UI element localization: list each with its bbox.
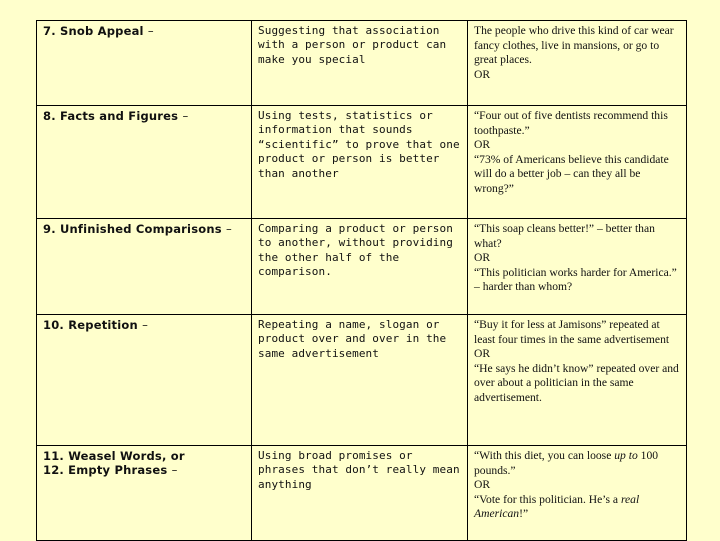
technique-number: 7.	[43, 24, 56, 38]
technique-example-cell	[468, 219, 687, 315]
technique-number: 11.	[43, 449, 64, 463]
example-text: The people who drive this kind of car wear fancy clothes, live in mansions, or go to great places.	[474, 24, 674, 66]
technique-number: 8.	[43, 109, 56, 123]
technique-definition: Repeating a name, slogan or product over and over in the same advertisement	[252, 315, 468, 446]
technique-name-cell	[37, 21, 252, 106]
technique-example-cell	[468, 106, 687, 219]
technique-definition: Using tests, statistics or information that sounds “scientific” to prove that one product or person is better than another	[252, 106, 468, 219]
example-text	[474, 449, 681, 478]
dash: –	[226, 222, 232, 236]
technique-name: Unfinished Comparisons	[60, 222, 222, 236]
technique-example-cell	[468, 315, 687, 446]
table-row	[37, 315, 687, 446]
example-or: OR	[474, 138, 491, 151]
example-or: OR	[474, 347, 491, 360]
propaganda-techniques-table	[36, 20, 687, 541]
technique-definition: Suggesting that association with a person or product can make you special	[252, 21, 468, 106]
example-text: “Buy it for less at Jamisons” repeated at least four times in the same advertisement	[474, 318, 670, 346]
example-or: OR	[474, 251, 491, 264]
example-italic: real American	[474, 492, 640, 520]
example-text	[474, 493, 681, 522]
technique-name-cell	[37, 446, 252, 541]
example-text: “He says he didn’t know” repeated over and over about a politician in the same advertisement.	[474, 361, 679, 404]
technique-number: 9.	[43, 222, 56, 236]
example-text-part: !”	[519, 507, 529, 520]
example-text: “Four out of five dentists recommend this toothpaste.”	[474, 109, 668, 137]
dash: –	[147, 24, 154, 38]
table-row	[37, 106, 687, 219]
technique-name-line2: 12. Empty Phrases	[43, 463, 168, 477]
technique-name-cell	[37, 106, 252, 219]
example-text: “This politician works harder for America.” – harder than whom?	[474, 265, 677, 293]
table-row	[37, 21, 687, 106]
technique-number: 10.	[43, 318, 64, 332]
dash: –	[142, 318, 149, 332]
technique-name: Facts and Figures	[60, 109, 179, 123]
dash: –	[171, 463, 178, 477]
example-text: “73% of Americans believe this candidate will do a better job – can they all be wrong?”	[474, 152, 669, 195]
technique-example-cell	[468, 446, 687, 541]
technique-name-cell	[37, 219, 252, 315]
technique-name: Repetition	[68, 318, 138, 332]
example-or: OR	[474, 478, 491, 491]
technique-name-cell	[37, 315, 252, 446]
example-text-part: 100 pounds.”	[474, 449, 659, 477]
technique-name: Weasel Words, or	[68, 449, 185, 463]
example-or: OR	[474, 67, 491, 81]
technique-name: Snob Appeal	[60, 24, 144, 38]
technique-definition: Using broad promises or phrases that don’t really mean anything	[252, 446, 468, 541]
technique-definition: Comparing a product or person to another, without providing the other half of the comparison.	[252, 219, 468, 315]
example-text-part: “With this diet, you can loose	[474, 449, 615, 462]
example-text-part: “Vote for this politician. He’s a	[474, 492, 621, 506]
table-row	[37, 219, 687, 315]
example-text: “This soap cleans better!” – better than what?	[474, 222, 655, 250]
example-italic: up to	[614, 449, 638, 462]
table-row	[37, 446, 687, 541]
dash: –	[182, 109, 189, 123]
technique-example-cell	[468, 21, 687, 106]
